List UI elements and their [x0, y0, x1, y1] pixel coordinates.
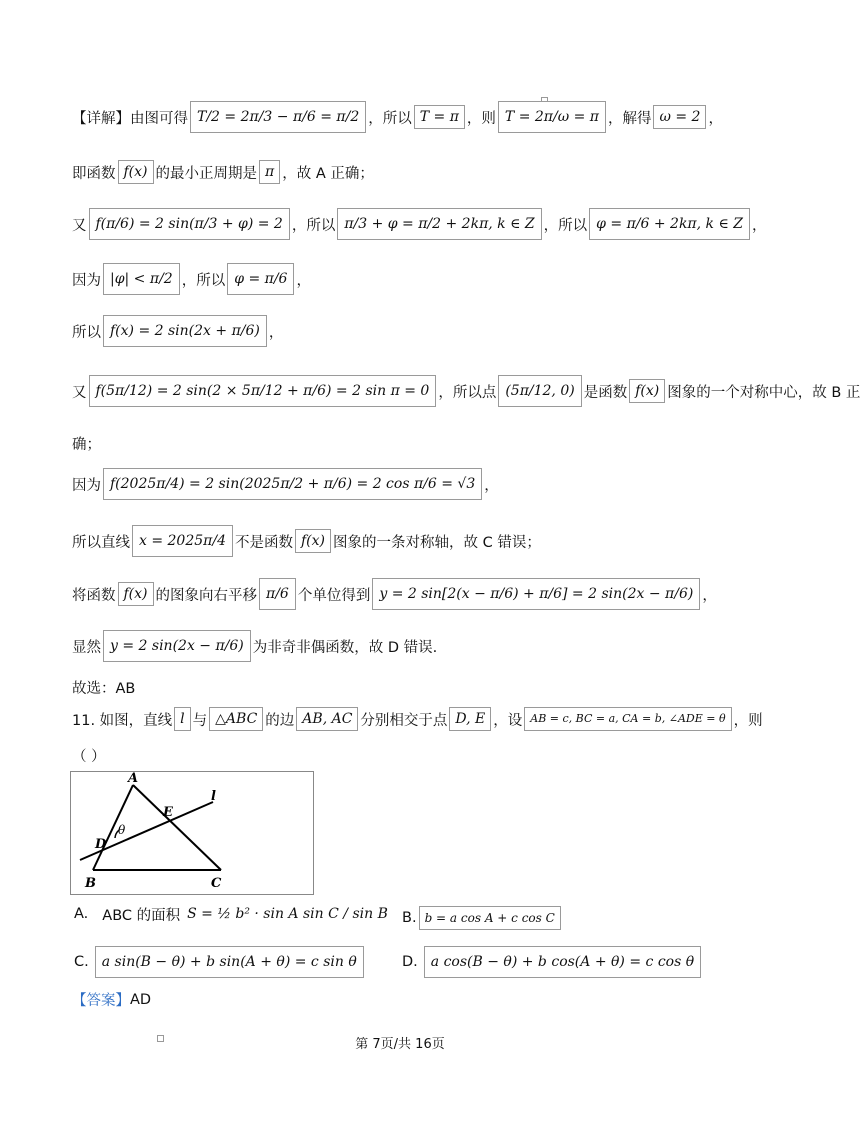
text: 因为 [72, 272, 101, 289]
option-letter: A. [74, 906, 89, 922]
side-ab [93, 785, 133, 870]
vertex-c-label: C [211, 876, 222, 891]
line-8 [72, 468, 499, 500]
vertex-b-label: B [85, 876, 96, 891]
line-2 [72, 160, 374, 184]
math-formula: a cos(B − θ) + b cos(A + θ) = c cos θ [424, 946, 701, 978]
text: ，故 A 正确； [282, 165, 374, 182]
text: 图象的一个对称中心，故 B 正 [667, 384, 860, 401]
math-formula: f(x) [295, 529, 331, 553]
math-formula: y = 2 sin(2x − π/6) [103, 630, 251, 662]
option-b[interactable] [402, 906, 563, 930]
question-11-stem [72, 707, 763, 731]
theta-label: θ [118, 823, 126, 837]
text: 【详解】由图可得 [72, 110, 188, 127]
math-formula: f(x) [118, 582, 154, 606]
text: ，设 [493, 712, 523, 729]
option-c[interactable] [74, 946, 366, 978]
math-formula: y = 2 sin[2(x − π/6) + π/6] = 2 sin(2x − π/6) [372, 578, 700, 610]
option-letter: C. [74, 954, 89, 970]
option-d[interactable] [402, 946, 703, 978]
point-d-label: D [95, 837, 107, 852]
text: 显然 [72, 639, 101, 656]
math-formula: f(x) [118, 160, 154, 184]
text: ，所以 [368, 110, 412, 127]
math-formula: l [174, 707, 190, 731]
text: 所以直线 [72, 534, 130, 551]
page-footer: 第 7页/共 16页 [355, 1037, 445, 1052]
text: 是函数 [583, 384, 628, 401]
text: 个单位得到 [297, 587, 371, 604]
line-10 [72, 578, 717, 610]
line-14 [72, 745, 106, 766]
answer-label: 【答案】 [72, 993, 130, 1009]
math-formula: φ = π/6 + 2kπ, k ∈ Z [589, 208, 750, 240]
math-formula: a sin(B − θ) + b sin(A + θ) = c sin θ [95, 946, 364, 978]
line-l-label: l [211, 789, 216, 804]
math-formula: f(x) [629, 379, 665, 403]
text: 将函数 [72, 587, 116, 604]
line-12 [72, 677, 135, 698]
line-5 [72, 315, 283, 347]
math-formula: AB, AC [296, 707, 358, 731]
math-formula: (5π/12, 0) [498, 375, 581, 407]
point-e-label: E [163, 805, 173, 820]
triangle-figure [70, 771, 314, 895]
text: ，所以点 [438, 384, 497, 401]
math-formula: f(x) = 2 sin(2x + π/6) [103, 315, 267, 347]
side-ac [133, 785, 221, 870]
text: 11. 如图，直线 [72, 712, 173, 729]
math-formula: f(2025π/4) = 2 sin(2025π/2 + π/6) = 2 cos π/6 = √3 [103, 468, 482, 500]
text: ， [296, 272, 311, 289]
text: ，所以 [181, 272, 226, 289]
text: ，所以 [543, 217, 588, 234]
text: 图象的一条对称轴，故 C 错误； [333, 534, 541, 551]
text: ，所以 [291, 217, 336, 234]
math-formula: AB = c, BC = a, CA = b, ∠ADE = θ [524, 707, 731, 731]
math-formula: b = a cos A + c cos C [419, 906, 561, 930]
text: 所以 [72, 324, 101, 341]
text: 为非奇非偶函数，故 D 错误. [252, 639, 438, 656]
math-formula: S = ½ b² · sin A sin C / sin B [182, 903, 393, 925]
math-formula: D, E [449, 707, 491, 731]
vertex-a-label: A [128, 771, 139, 786]
math-formula: π/3 + φ = π/2 + 2kπ, k ∈ Z [337, 208, 541, 240]
line-7 [72, 433, 101, 454]
triangle-diagram [71, 772, 313, 894]
line-1 [72, 101, 723, 133]
math-formula: T = 2π/ω = π [498, 101, 606, 133]
math-formula: φ = π/6 [227, 263, 294, 295]
math-formula: π/6 [259, 578, 296, 610]
option-letter: D. [402, 954, 418, 970]
text: ， [752, 217, 767, 234]
text: 与 [192, 712, 208, 729]
text: ， [702, 587, 717, 604]
math-formula: f(π/6) = 2 sin(π/3 + φ) = 2 [89, 208, 290, 240]
math-formula: ω = 2 [653, 105, 706, 129]
text: ， [268, 324, 284, 341]
answer-line [72, 989, 151, 1010]
option-a[interactable] [74, 903, 395, 925]
math-formula: |φ| < π/2 [103, 263, 180, 295]
text: 不是函数 [234, 534, 293, 551]
text: 因为 [72, 477, 101, 494]
answer-value: AD [130, 991, 152, 1008]
math-formula: △ABC [209, 707, 263, 731]
text: （ ） [72, 749, 106, 765]
text: ，解得 [607, 110, 652, 127]
text: 确； [72, 437, 101, 453]
math-formula: T = π [414, 105, 465, 129]
text: 即函数 [72, 165, 116, 182]
math-formula: x = 2025π/4 [132, 525, 233, 557]
text: ，则 [733, 712, 763, 729]
math-formula: T/2 = 2π/3 − π/6 = π/2 [190, 101, 366, 133]
text: 分别相交于点 [360, 712, 448, 729]
line-3 [72, 208, 767, 240]
line-11 [72, 630, 437, 662]
option-text: ABC 的面积 [102, 907, 181, 924]
option-letter: B. [402, 910, 417, 926]
text: ， [708, 110, 723, 127]
line-4 [72, 263, 311, 295]
text: ，则 [466, 110, 496, 127]
text: ， [484, 477, 499, 494]
text: 故选：AB [72, 681, 136, 697]
text: 的图象向右平移 [155, 587, 258, 604]
text: 的边 [265, 712, 295, 729]
line-9 [72, 525, 541, 557]
math-formula: f(5π/12) = 2 sin(2 × 5π/12 + π/6) = 2 sin π = 0 [89, 375, 437, 407]
text: 又 [72, 384, 87, 401]
text: 又 [72, 217, 87, 234]
text: 的最小正周期是 [155, 165, 258, 182]
line-6 [72, 375, 860, 407]
math-formula: π [259, 160, 280, 184]
